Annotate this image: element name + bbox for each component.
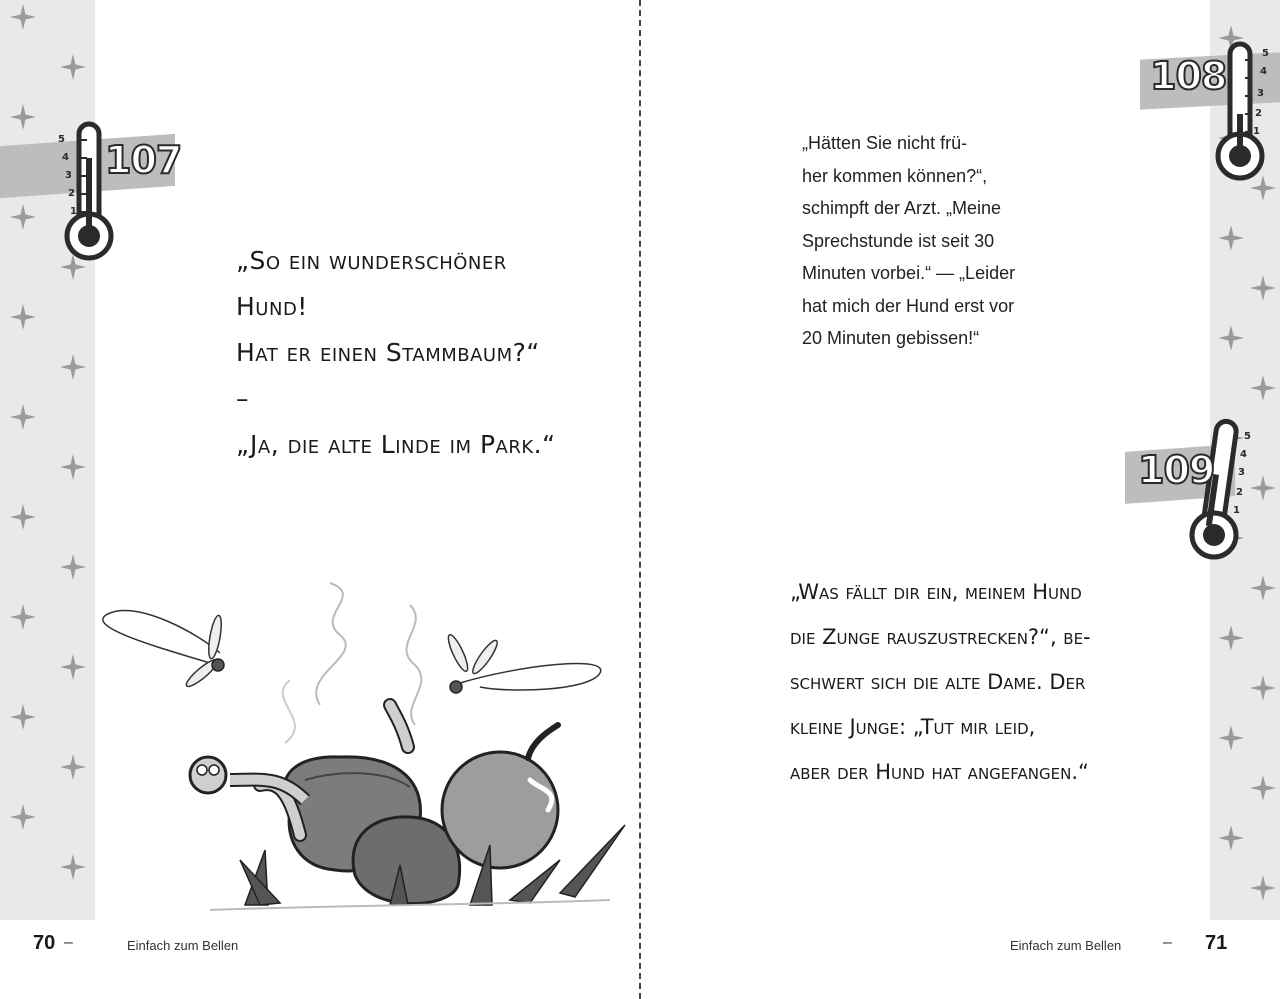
four-point-star-icon — [1250, 275, 1276, 301]
joke-line: „Was fällt dir ein, meinem Hund — [790, 580, 1082, 604]
scale-label: 1 — [1233, 505, 1240, 516]
scale-label: 3 — [1238, 467, 1245, 478]
joke-line: 20 Minuten gebissen!“ — [802, 328, 980, 348]
four-point-star-icon — [1218, 225, 1244, 251]
joke-text — [802, 127, 1102, 355]
four-point-star-icon — [60, 754, 86, 780]
scale-label: 5 — [1262, 48, 1269, 59]
joke-line: die Zunge rauszustrecken?“, be- — [790, 625, 1091, 649]
four-point-star-icon — [1250, 675, 1276, 701]
scale-label: 2 — [1236, 487, 1243, 498]
joke-line: aber der Hund hat angefangen.“ — [790, 760, 1089, 784]
four-point-star-icon — [1218, 325, 1244, 351]
four-point-star-icon — [60, 554, 86, 580]
four-point-star-icon — [10, 604, 36, 630]
book-spine — [639, 0, 641, 999]
four-point-star-icon — [1250, 375, 1276, 401]
four-point-star-icon — [10, 104, 36, 130]
four-point-star-icon — [60, 654, 86, 680]
page-number: 70 — [33, 932, 56, 954]
footer-dash: – — [1163, 934, 1172, 951]
book-title: Einfach zum Bellen — [127, 938, 239, 953]
scale-label: 4 — [1240, 449, 1247, 460]
scale-label: 5 — [58, 134, 65, 145]
four-point-star-icon — [1218, 725, 1244, 751]
worm-poop-apple-flies-illustration — [90, 575, 630, 920]
joke-line: her kommen können?“, — [802, 165, 988, 186]
fly-icon — [445, 633, 501, 693]
four-point-star-icon — [10, 204, 36, 230]
joke-line: schwert sich die alte Dame. Der — [790, 670, 1086, 694]
scale-label: 4 — [62, 152, 69, 163]
four-point-star-icon — [10, 404, 36, 430]
four-point-star-icon — [10, 4, 36, 30]
joke-line: „Hätten Sie nicht frü- — [802, 133, 968, 153]
four-point-star-icon — [60, 54, 86, 80]
joke-number: 107 — [105, 138, 182, 182]
joke-line: hat mich der Hund erst vor — [802, 295, 1015, 316]
four-point-star-icon — [60, 454, 86, 480]
four-point-star-icon — [10, 504, 36, 530]
scale-label: 3 — [65, 170, 72, 181]
scale-label: 2 — [1255, 108, 1262, 119]
joke-text — [236, 238, 556, 468]
four-point-star-icon — [60, 854, 86, 880]
scale-label: 1 — [70, 206, 77, 217]
joke-line: „Ja, die alte Linde im Park.“ — [236, 430, 556, 459]
four-point-star-icon — [10, 704, 36, 730]
joke-number: 109 — [1138, 448, 1215, 492]
page-number: 71 — [1205, 932, 1228, 954]
joke-line: schimpft der Arzt. „Meine — [802, 198, 1002, 218]
left-page — [0, 0, 638, 999]
joke-line: kleine Junge: „Tut mir leid, — [790, 715, 1036, 739]
four-point-star-icon — [1218, 825, 1244, 851]
joke-line: Sprechstunde ist seit 30 — [802, 230, 995, 251]
four-point-star-icon — [1250, 775, 1276, 801]
scale-label: 2 — [68, 188, 75, 199]
joke-line: Minuten vorbei.“ — „Leider — [802, 263, 1016, 283]
four-point-star-icon — [1250, 575, 1276, 601]
joke-line: Hat er einen Stammbaum?“ – — [236, 338, 540, 413]
four-point-star-icon — [1218, 625, 1244, 651]
footer-dash: – — [64, 934, 73, 951]
scale-label: 4 — [1260, 66, 1267, 77]
scale-label: 3 — [1257, 88, 1264, 99]
four-point-star-icon — [1250, 875, 1276, 901]
book-title: Einfach zum Bellen — [1010, 938, 1122, 953]
four-point-star-icon — [10, 804, 36, 830]
joke-text — [790, 570, 1110, 795]
four-point-star-icon — [60, 354, 86, 380]
scale-label: 5 — [1244, 431, 1251, 442]
four-point-star-icon — [10, 304, 36, 330]
scale-label: 1 — [1253, 126, 1260, 137]
joke-number: 108 — [1150, 54, 1227, 98]
joke-line: „So ein wunderschöner Hund! — [236, 246, 507, 321]
